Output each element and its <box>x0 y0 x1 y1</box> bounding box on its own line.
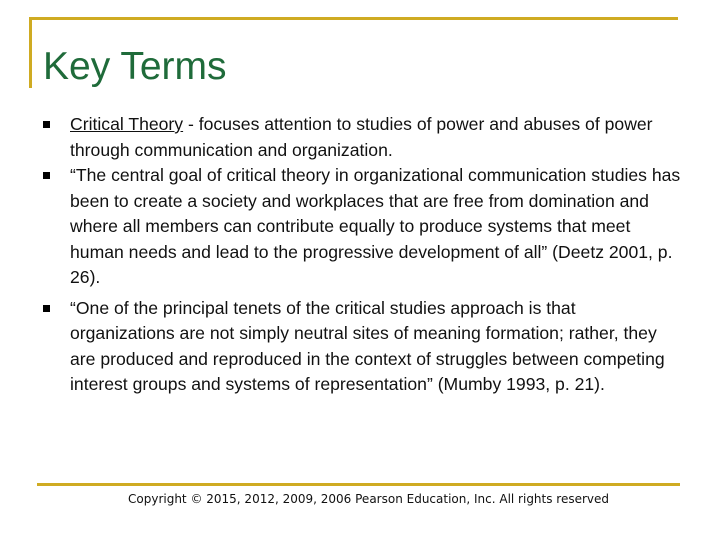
accent-vertical-line <box>29 17 32 88</box>
bullet-item-mumby-quote <box>43 296 683 398</box>
square-bullet-icon <box>43 121 50 128</box>
bullet-item-deetz-quote <box>43 163 683 291</box>
bullet-list <box>43 112 683 398</box>
slide-title: Key Terms <box>43 45 227 88</box>
square-bullet-icon <box>43 305 50 312</box>
accent-top-line <box>29 17 678 20</box>
bullet-text: - focuses attention to studies of power and abuses of power through communication and organization. <box>70 114 653 160</box>
bullet-item-critical-theory <box>43 112 683 163</box>
bullet-text: “One of the principal tenets of the critical studies approach is that organizations are not simply neutral sites of meaning formation; rather, they are produced and reproduced in the context of struggles between competing interest groups and systems of representation” (Mumby 1993, p. 21). <box>70 297 665 394</box>
bullet-text: “The central goal of critical theory in organizational communication studies has been to create a society and workplaces that are free from domination and where all members can contribute equally to produce systems that meet human needs and lead to the progressive development of all” (Deetz 2001, p. 26). <box>70 165 681 287</box>
term-critical-theory: Critical Theory <box>70 114 184 134</box>
copyright-footer: Copyright © 2015, 2012, 2009, 2006 Pearson Education, Inc. All rights reserved <box>128 492 610 506</box>
square-bullet-icon <box>43 172 50 179</box>
accent-bottom-line <box>37 483 680 486</box>
